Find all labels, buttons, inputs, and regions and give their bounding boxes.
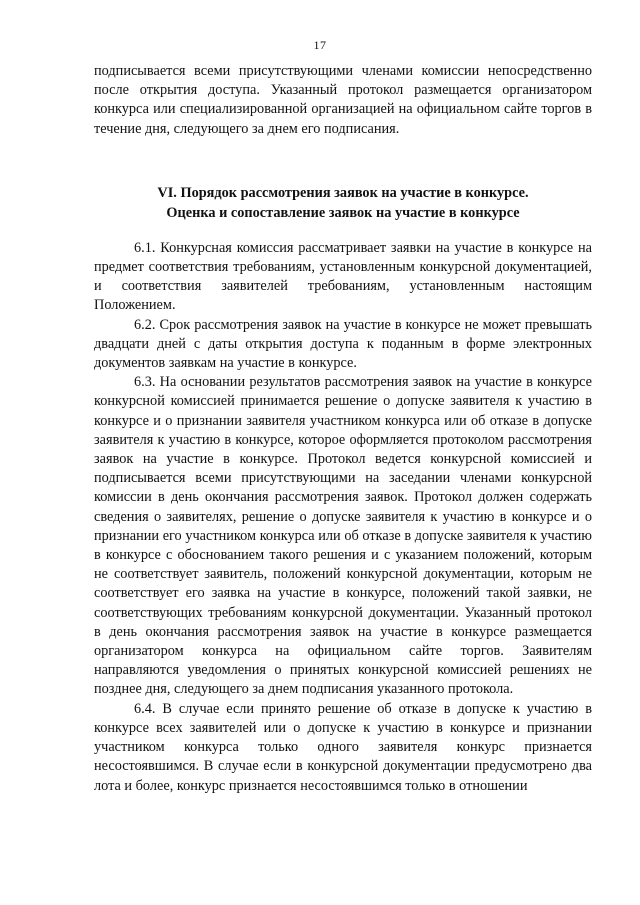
section-heading <box>94 183 592 223</box>
page-number: 17 <box>313 38 327 52</box>
paragraph-6-3: 6.3. На основании результатов рассмотрения заявок на участие в конкурсе конкурсной комиссией принимается решение о допуске заявителя к участию в конкурсе и о признании заявителя участником конкурса или об отказе в допуске заявителя к участию в конкурсе, которое оформляется протоколом рассмотрения заявок на участие в конкурсе. Протокол ведется конкурсной комиссией и подписывается всеми присутствующими на заседании членами конкурсной комиссии в день окончания рассмотрения заявок. Протокол должен содержать сведения о заявителях, решение о допуске заявителя к участию в конкурсе и о признании его участником конкурса или об отказе в допуске заявителя к участию в конкурсе с обоснованием такого решения и с указанием положений, которым не соответствует заявитель, положений конкурсной документации, которым не соответствует его заявка на участие в конкурсе, положений такой заявки, не соответствующих требованиям конкурсной документации. Указанный протокол в день окончания рассмотрения заявок на участие в конкурсе размещается организатором конкурса на официальном сайте торгов. Заявителям направляются уведомления о принятых конкурсной комиссией решениях не позднее дня, следующего за днем подписания указанного протокола. <box>94 374 592 698</box>
section-title-line-1: VI. Порядок рассмотрения заявок на участие в конкурсе. <box>157 184 529 201</box>
intro-paragraph: подписывается всеми присутствующими членами комиссии непосредственно после открытия доступа. Указанный протокол размещается организатором конкурса или специализированной организацией на официальном сайте торгов в течение дня, следующего за днем его подписания. <box>94 63 592 137</box>
paragraph-6-2: 6.2. Срок рассмотрения заявок на участие в конкурсе не может превышать двадцати дней с даты открытия доступа к поданным в форме электронных документов заявкам на участие в конкурсе. <box>94 316 592 372</box>
paragraph-6-4: 6.4. В случае если принято решение об отказе в допуске к участию в конкурсе всех заявителей или о допуске к участию в конкурсе и признании участником конкурса только одного заявителя конкурс признается несостоявшимся. В случае если в конкурсной документации предусмотрено два лота и более, конкурс признается несостоявшимся только в отношении <box>94 700 592 794</box>
document-body <box>94 62 592 796</box>
section-title-line-2: Оценка и сопоставление заявок на участие в конкурсе <box>166 204 520 221</box>
paragraph-6-1: 6.1. Конкурсная комиссия рассматривает заявки на участие в конкурсе на предмет соответствия требованиям, установленным конкурсной документацией, и соответствия заявителей требованиям, установленным настоящим Положением. <box>94 239 592 314</box>
